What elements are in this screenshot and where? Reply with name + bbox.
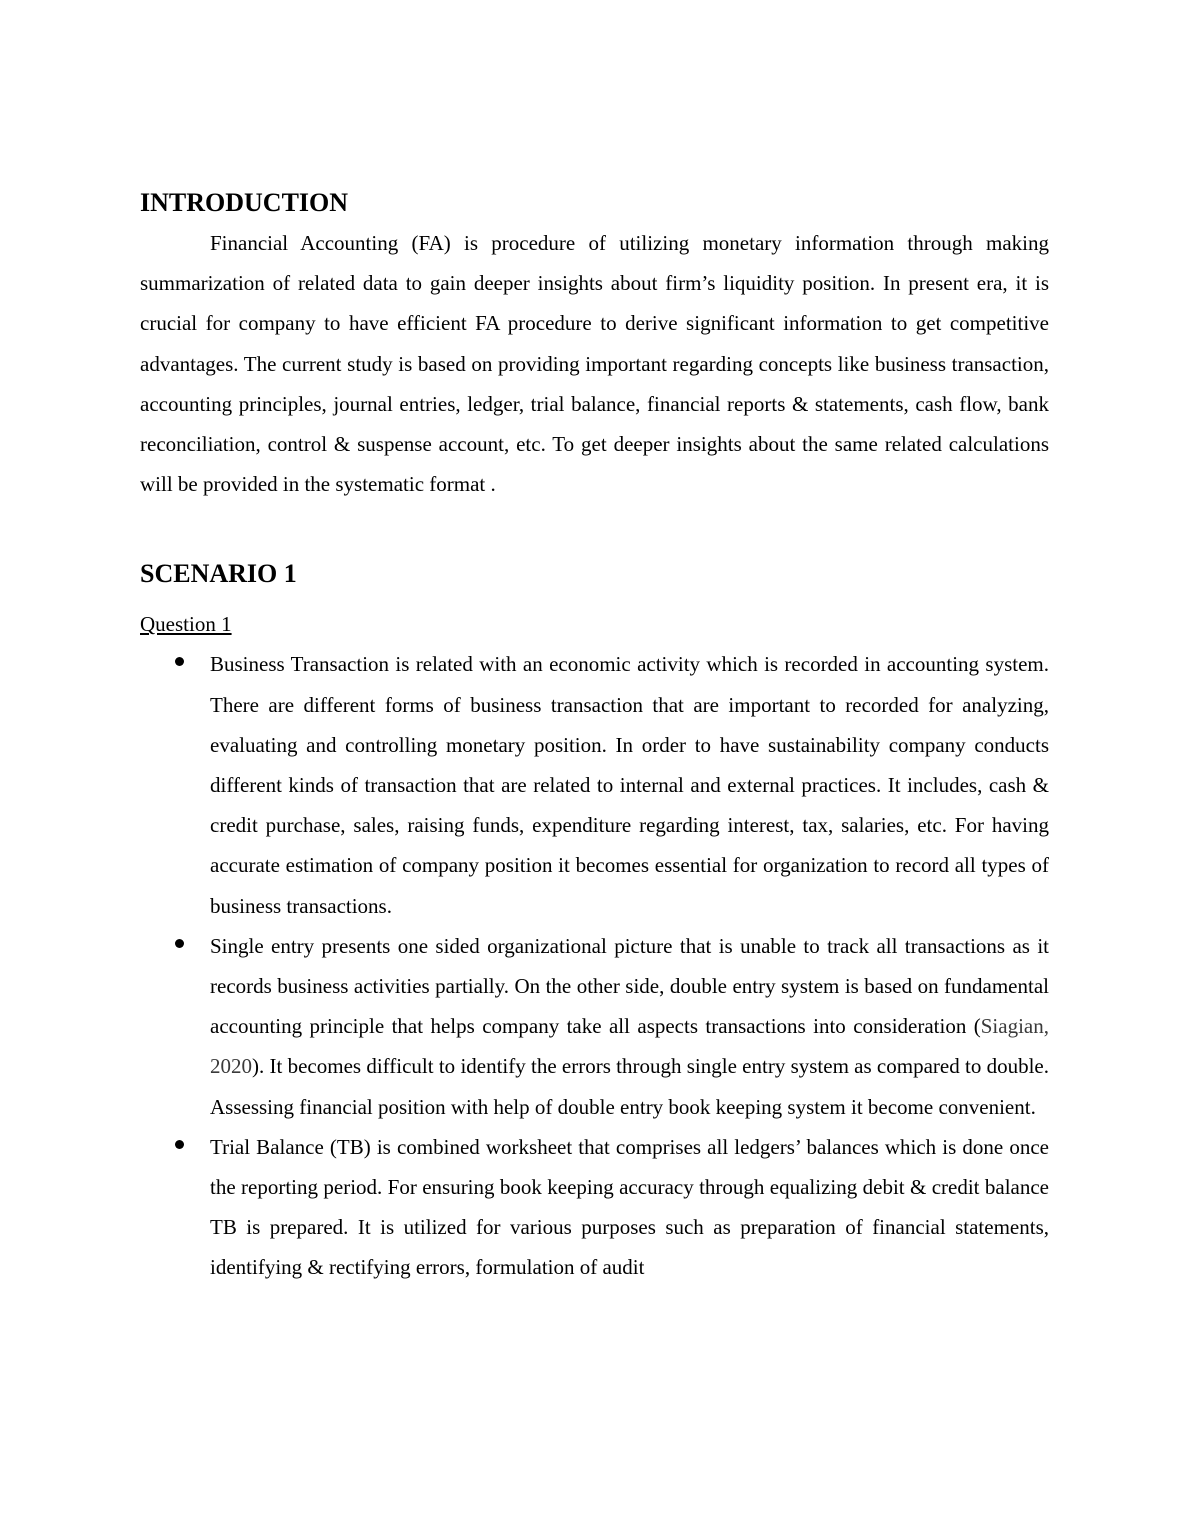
bullet-text: Business Transaction is related with an economic activity which is recorded in accounting system. There are different forms of business transaction that are important to recorded for analyzing, evaluating and controlling monetary position. In order to have sustainability company conducts different kinds of transaction that are related to internal and external practices. It includes, cash & credit purchase, sales, raising funds, expenditure regarding interest, tax, salaries, etc. For having accurate estimation of company position it becomes essential for organization to record all types of business transactions. [210,652,1049,918]
bullet-icon [175,939,184,948]
list-item [140,644,1049,925]
citation: Siagian, 2020 [210,1014,1049,1079]
list-item [140,926,1049,1127]
introduction-heading: INTRODUCTION [140,188,349,217]
bullet-text: Trial Balance (TB) is combined worksheet that comprises all ledgers’ balances which is done once the reporting period. For ensuring book keeping accuracy through equalizing debit & credit balance TB is prepared. It is utilized for various purposes such as preparation of financial statements, identifying & rectifying errors, formulation of audit [210,1134,1049,1280]
page-content [140,183,1049,1288]
introduction-paragraph: Financial Accounting (FA) is procedure of utilizing monetary information through making summarization of related data to gain deeper insights about firm’s liquidity position. In present era, it is crucial for company to have efficient FA procedure to derive significant information to get competitive advantages. The current study is based on providing important regarding concepts like business transaction, accounting principles, journal entries, ledger, trial balance, financial reports & statements, cash flow, bank reconciliation, control & suspense account, etc. To get deeper insights about the same related calculations will be provided in the systematic format . [140,231,1049,497]
scenario-heading: SCENARIO 1 [140,559,297,589]
question-label: Question 1 [140,612,232,637]
bullet-text-start: Single entry presents one sided organizational picture that is unable to track all transactions as it records business activities partially. On the other side, double entry system is based on fundamental accounting principle that helps company take all aspects transactions into consideration ( [210,933,1049,1039]
bullet-icon [175,657,184,666]
bullet-icon [175,1140,184,1149]
bullet-text-end: ). It becomes difficult to identify the errors through single entry system as compared to double. Assessing financial position with help of double entry book keeping system it become convenient. [210,1054,1049,1119]
list-item [140,1127,1049,1288]
bullet-list [140,644,1049,1287]
bullet-text [210,926,1049,1127]
